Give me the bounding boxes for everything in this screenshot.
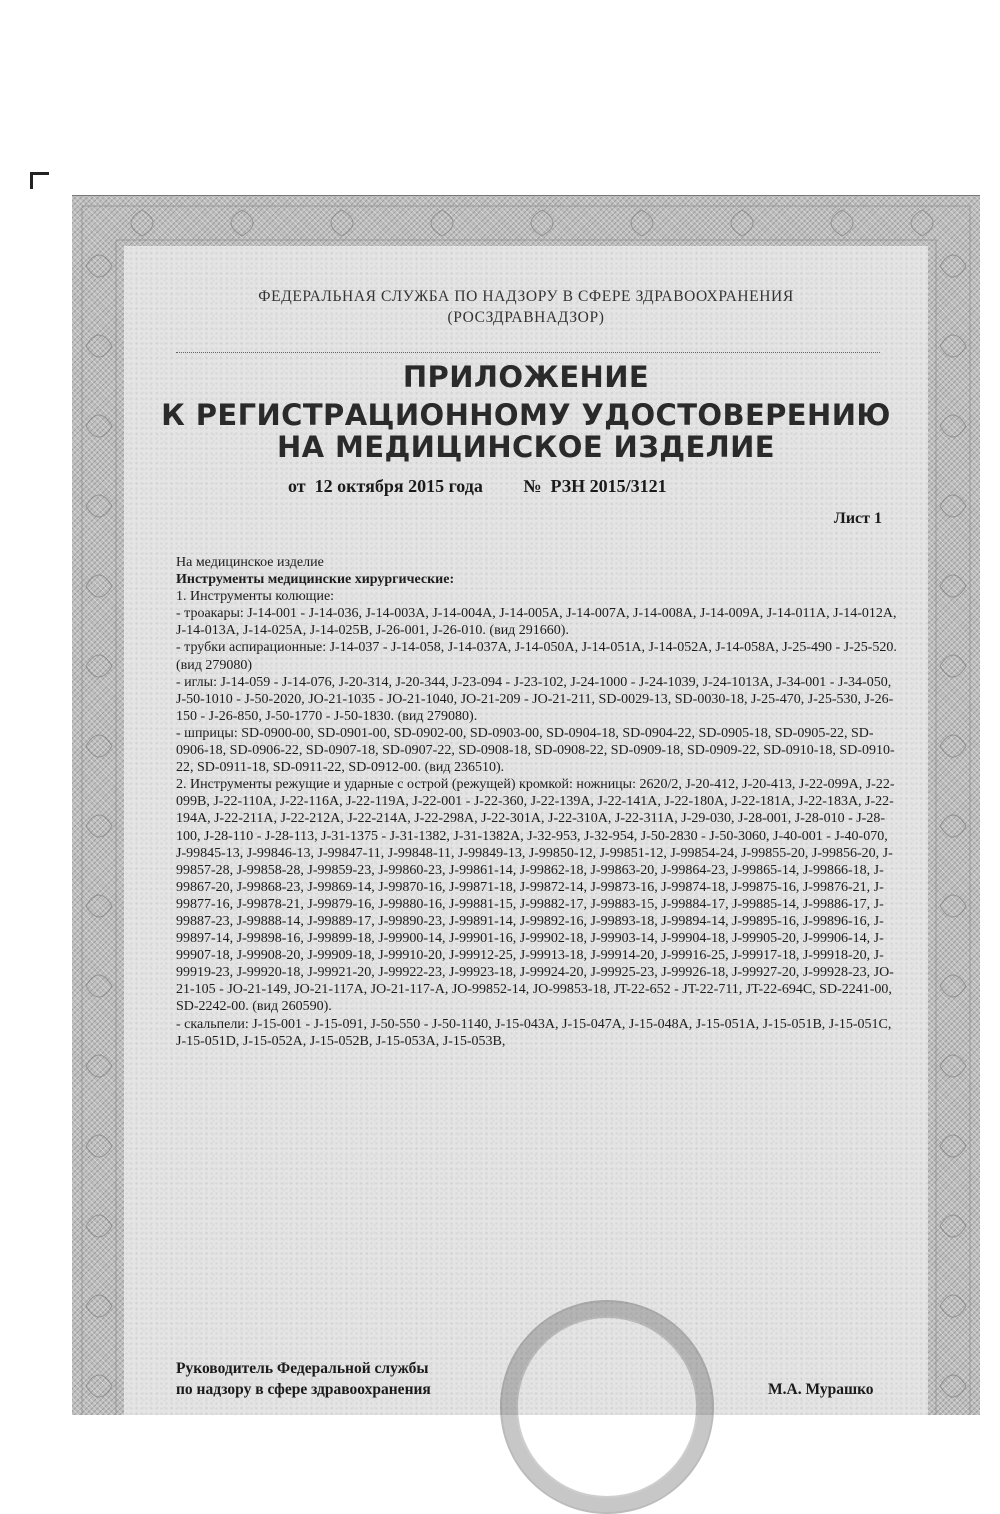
- scalpels-list: - скальпели: J-15-001 - J-15-091, J-50-550 - J-50-1140, J-15-043A, J-15-047A, J-15-048A, J-15-051A, J-15-051B, J-15-051C, J-15-051D, J-15-052A, J-15-052B, J-15-053A, J-15-053B,: [176, 1016, 892, 1049]
- document-title: ПРИЛОЖЕНИЕ: [402, 360, 650, 394]
- scan-corner-mark: [30, 172, 49, 189]
- document-subtitle-1: К РЕГИСТРАЦИОННОМУ УДОСТОВЕРЕНИЮ: [161, 398, 891, 432]
- trocars-list: - троакары: J-14-001 - J-14-036, J-14-003A, J-14-004A, J-14-005A, J-14-007A, J-14-008A, J-14-009A, J-14-011A, J-14-012A, J-14-013A, J-14-025A, J-14-025B, J-26-001, J-26-010. (вид 291660).: [176, 606, 897, 639]
- signer-title-line1: Руководитель Федеральной службы: [176, 1360, 429, 1377]
- agency-name: ФЕДЕРАЛЬНАЯ СЛУЖБА ПО НАДЗОРУ В СФЕРЕ ЗДРАВООХРАНЕНИЯ: [258, 288, 794, 305]
- registration-date-number: от 12 октября 2015 года № РЗН 2015/3121: [288, 476, 667, 496]
- official-seal: [500, 1300, 714, 1514]
- section-1-heading: 1. Инструменты колющие:: [176, 589, 335, 605]
- intro-line: На медицинское изделие: [176, 555, 324, 570]
- agency-abbreviation: (РОСЗДРАВНАДЗОР): [447, 309, 605, 326]
- aspiration-tubes-list: - трубки аспирационные: J-14-037 - J-14-058, J-14-037A, J-14-050A, J-14-051A, J-14-052A, J-14-058A, J-25-490 - J-25-520. (вид 279080): [176, 640, 897, 673]
- section-2-list: 2. Инструменты режущие и ударные с острой (режущей) кромкой: ножницы: 2620/2, J-20-412, J-20-413, J-22-099A, J-22-099B, J-22-110A, J-22-116A, J-22-119A, J-22-001 - J-22-360, J-22-139A, J-22-141A, J-22-180A, J-22-181A, J-22-183A, J-22-194A, J-22-211A, J-22-212A, J-22-214A, J-22-298A, J-22-301A, J-22-310A, J-22-311A, J-29-030, J-28-001, J-28-010 - J-28-100, J-28-110 - J-28-113, J-31-1375 - J-31-1382, J-31-1382A, J-32-953, J-32-954, J-50-2830 - J-50-3060, J-40-001 - J-40-070, J-99845-13, J-99846-13, J-99847-11, J-99848-11, J-99849-13, J-99850-12, J-99851-12, J-99854-24, J-99855-20, J-99856-20, J-99857-28, J-99858-28, J-99859-23, J-99860-23, J-99861-14, J-99862-18, J-99863-20, J-99864-23, J-99865-14, J-99866-18, J-99867-20, J-99868-23, J-99869-14, J-99870-16, J-99871-18, J-99872-14, J-99873-16, J-99874-18, J-99875-16, J-99876-21, J-99877-16, J-99878-21, J-99879-16, J-99880-16, J-99881-15, J-99882-17, J-99883-15, J-99884-17, J-99885-14, J-99886-17, J-99887-23, J-99888-14, J-99889-17, J-99890-23, J-99891-14, J-99892-16, J-99893-18, J-99894-14, J-99895-16, J-99896-16, J-99897-14, J-99898-16, J-99899-18, J-99900-14, J-99901-16, J-99902-18, J-99903-14, J-99904-18, J-99905-20, J-99906-14, J-99907-18, J-99908-20, J-99909-18, J-99910-20, J-99912-25, J-99913-18, J-99914-20, J-99916-25, J-99917-18, J-99918-20, J-99919-23, J-99920-18, J-99921-20, J-99922-23, J-99923-18, J-99924-20, J-99925-23, J-99926-18, J-99927-20, J-99928-23, JO-21-105 - JO-21-149, JO-21-117A, JO-21-117-A, JO-99852-14, JO-99853-18, JT-22-652 - JT-22-711, JT-22-694C, SD-2241-00, SD-2242-00. (вид 260590).: [176, 777, 895, 1015]
- document-body: [176, 554, 898, 1050]
- sheet-number: Лист 1: [833, 510, 882, 527]
- signer-title-line2: по надзору в сфере здравоохранения: [176, 1381, 431, 1398]
- header-divider: [176, 352, 880, 353]
- product-name: Инструменты медицинские хирургические:: [176, 572, 455, 588]
- syringes-list: - шприцы: SD-0900-00, SD-0901-00, SD-0902-00, SD-0903-00, SD-0904-18, SD-0904-22, SD-0905-18, SD-0905-22, SD-0906-18, SD-0906-22, SD-0907-18, SD-0907-22, SD-0908-18, SD-0908-22, SD-0909-18, SD-0909-22, SD-0910-18, SD-0910-22, SD-0911-18, SD-0911-22, SD-0912-00. (вид 236510).: [176, 725, 895, 776]
- needles-list: - иглы: J-14-059 - J-14-076, J-20-314, J-20-344, J-23-094 - J-23-102, J-24-1000 - J-24-1039, J-24-1013A, J-34-001 - J-34-050, J-50-1010 - J-50-2020, JO-21-1035 - JO-21-1040, JO-21-209 - JO-21-211, SD-0029-13, SD-0030-18, J-25-470, J-25-530, J-26-150 - J-26-850, J-50-1770 - J-50-1830. (вид 279080).: [176, 674, 894, 724]
- signer-name: М.А. Мурашко: [768, 1381, 874, 1398]
- document-subtitle-2: НА МЕДИЦИНСКОЕ ИЗДЕЛИЕ: [276, 430, 776, 464]
